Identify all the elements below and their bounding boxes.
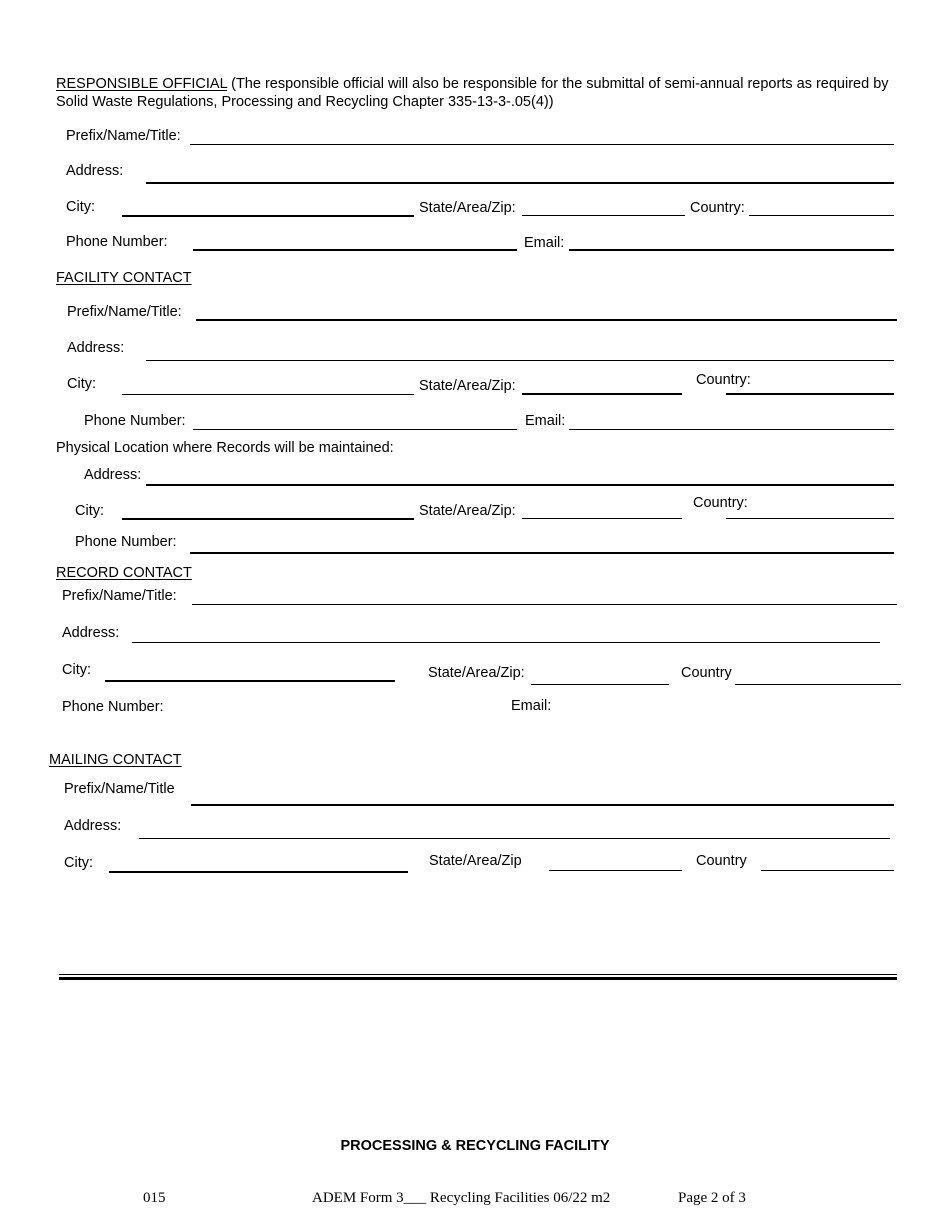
mc-state-label: State/Area/Zip — [429, 853, 522, 869]
footer-form-name: ADEM Form 3___ Recycling Facilities 06/22 m2 — [312, 1190, 611, 1206]
mc-country-label: Country — [696, 853, 747, 869]
fc-address-label: Address: — [67, 340, 125, 356]
rc-email-label: Email: — [511, 698, 552, 714]
rc-country-field[interactable] — [735, 684, 901, 685]
ro-country-field[interactable] — [749, 215, 894, 216]
rc-phone-label: Phone Number: — [62, 699, 164, 715]
fc-country-field[interactable] — [726, 393, 894, 395]
rl-country-label: Country: — [693, 495, 748, 511]
records-location-heading: Physical Location where Records will be maintained: — [56, 440, 394, 456]
ro-city-field[interactable] — [122, 215, 414, 217]
rc-address-label: Address: — [62, 625, 120, 641]
section-heading-facility-contact: FACILITY CONTACT — [56, 270, 192, 286]
fc-country-label: Country: — [696, 372, 751, 388]
mc-address-label: Address: — [64, 818, 122, 834]
ro-email-field[interactable] — [569, 249, 894, 251]
ro-email-label: Email: — [524, 235, 565, 251]
rl-city-label: City: — [75, 503, 104, 519]
rc-city-label: City: — [62, 662, 91, 678]
ro-city-label: City: — [66, 199, 95, 215]
fc-state-field[interactable] — [522, 393, 682, 395]
responsible-official-note: (The responsible official will also be responsible for the submittal of semi-annual reports as required by Solid Waste Regulations, Processing and Recycling Chapter 335-13-3-.05(4)) — [56, 76, 889, 110]
rc-prefix-label: Prefix/Name/Title: — [62, 588, 177, 604]
mc-city-label: City: — [64, 855, 93, 871]
rc-prefix-field[interactable] — [192, 604, 897, 605]
mc-state-field[interactable] — [549, 870, 682, 871]
rc-state-field[interactable] — [531, 684, 669, 685]
ro-prefix-field[interactable] — [190, 144, 894, 145]
mc-address-field[interactable] — [139, 838, 890, 839]
ro-phone-field[interactable] — [193, 249, 517, 251]
fc-email-label: Email: — [525, 413, 566, 429]
rl-phone-label: Phone Number: — [75, 534, 177, 550]
fc-city-label: City: — [67, 376, 96, 392]
mc-prefix-field[interactable] — [191, 804, 894, 806]
rc-address-field[interactable] — [132, 642, 880, 643]
fc-city-field[interactable] — [122, 394, 414, 395]
ro-state-label: State/Area/Zip: — [419, 200, 516, 216]
footer-divider-thick — [59, 977, 897, 980]
rl-state-field[interactable] — [522, 518, 682, 519]
ro-country-label: Country: — [690, 200, 745, 216]
ro-state-field[interactable] — [522, 215, 685, 216]
ro-address-field[interactable] — [146, 182, 894, 184]
mc-prefix-label: Prefix/Name/Title — [64, 781, 175, 797]
section-heading-record-contact: RECORD CONTACT — [56, 565, 192, 581]
ro-phone-label: Phone Number: — [66, 234, 168, 250]
footer-title: PROCESSING & RECYCLING FACILITY — [340, 1138, 610, 1154]
rl-city-field[interactable] — [122, 518, 414, 520]
section-heading-responsible-official: RESPONSIBLE OFFICIAL — [56, 76, 228, 92]
fc-email-field[interactable] — [569, 429, 894, 430]
rc-state-label: State/Area/Zip: — [428, 665, 525, 681]
rc-country-label: Country — [681, 665, 732, 681]
rl-address-label: Address: — [84, 467, 142, 483]
ro-prefix-label: Prefix/Name/Title: — [66, 128, 181, 144]
mc-city-field[interactable] — [109, 871, 408, 873]
rl-state-label: State/Area/Zip: — [419, 503, 516, 519]
fc-address-field[interactable] — [146, 360, 894, 361]
footer-divider-thin — [59, 974, 897, 975]
rl-address-field[interactable] — [146, 484, 894, 486]
fc-prefix-field[interactable] — [196, 319, 897, 321]
footer-page-number: Page 2 of 3 — [678, 1190, 746, 1206]
mc-country-field[interactable] — [761, 870, 894, 871]
responsible-official-intro — [56, 75, 916, 111]
fc-state-label: State/Area/Zip: — [419, 378, 516, 394]
fc-prefix-label: Prefix/Name/Title: — [67, 304, 182, 320]
fc-phone-field[interactable] — [193, 429, 517, 430]
rc-city-field[interactable] — [105, 680, 395, 682]
section-heading-mailing-contact: MAILING CONTACT — [49, 752, 182, 768]
rl-phone-field[interactable] — [190, 552, 894, 554]
ro-address-label: Address: — [66, 163, 124, 179]
fc-phone-label: Phone Number: — [84, 413, 186, 429]
rl-country-field[interactable] — [726, 518, 894, 519]
footer-code: 015 — [143, 1190, 166, 1206]
